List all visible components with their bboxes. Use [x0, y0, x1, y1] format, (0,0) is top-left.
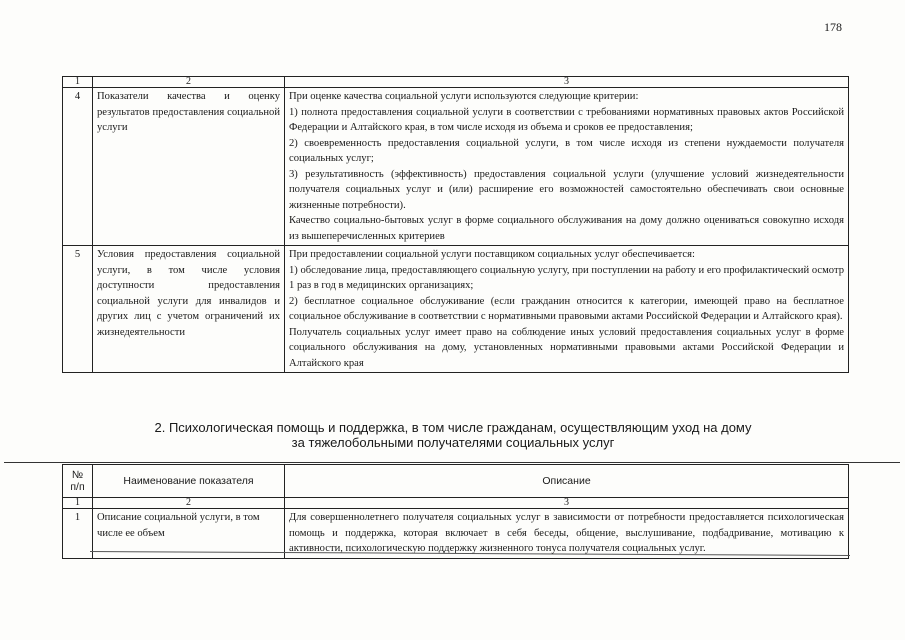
- row-number: 1: [63, 509, 93, 559]
- description-line: При предоставлении социальной услуги поставщиком социальных услуг обеспечивается:: [289, 249, 695, 260]
- header-name: Наименование показателя: [93, 465, 285, 498]
- row-number: 5: [63, 246, 93, 373]
- table-header-row: [63, 465, 849, 498]
- column-number-row: [63, 77, 849, 88]
- description-line: 3) результативность (эффективность) предоставления социальной услуги (улучшение условий жизнедеятельности получателя социальных услуг и (или) расширение его возможностей самостоятельно обеспечивать свои основные жизненные потребности).: [289, 168, 844, 211]
- description-line: 2) своевременность предоставления социальной услуги, в том числе исходя из степени нуждаемости получателя социальных услуг;: [289, 137, 844, 164]
- indicator-description: Для совершеннолетнего получателя социальных услуг в зависимости от потребности предоставляется психологическая помощь и поддержка, которая включает в себя беседы, общение, выслушивание, подбадривание, мотивацию к активности, психологическую поддержку жизненного тонуса получателя социальных услуг.: [285, 509, 849, 559]
- description-line: 2) бесплатное социальное обслуживание (если гражданин относится к категории, имеющей право на бесплатное социальное обслуживание в соответствии с нормативными правовыми актами Российской Федерации и Алтайского края).: [289, 295, 844, 322]
- column-number: 1: [63, 77, 93, 88]
- header-num: № п/п: [63, 465, 93, 498]
- indicator-name: Описание социальной услуги, в том числе ее объем: [93, 509, 285, 559]
- row-number: 4: [63, 88, 93, 246]
- table-row: [63, 88, 849, 246]
- column-number: 3: [285, 498, 849, 509]
- section-title-line: 2. Психологическая помощь и поддержка, в том числе гражданам, осуществляющим уход на дому: [154, 420, 752, 435]
- column-number: 1: [63, 498, 93, 509]
- scan-rule: [4, 462, 900, 463]
- section-title-line: за тяжелобольными получателями социальных услуг: [291, 435, 615, 450]
- page-number: 178: [824, 20, 842, 34]
- column-number-row: [63, 498, 849, 509]
- service-table: [62, 464, 849, 559]
- indicator-description: [285, 88, 849, 246]
- indicator-description: [285, 246, 849, 373]
- description-line: Получатель социальных услуг имеет право на соблюдение иных условий предоставления социальных услуг в форме социального обслуживания на дому, установленных нормативными правовыми актами Российской Федерации и Алтайского края: [289, 326, 844, 369]
- header-description: Описание: [285, 465, 849, 498]
- criteria-table: [62, 76, 849, 373]
- indicator-name: Показатели качества и оценку результатов предоставления социальной услуги: [93, 88, 285, 246]
- description-line: 1) обследование лица, предоставляющего социальную услугу, при поступлении на работу и его профилактический осмотр 1 раз в год в медицинских организациях;: [289, 264, 844, 291]
- column-number: 3: [285, 77, 849, 88]
- description-line: 1) полнота предоставления социальной услуги в соответствии с требованиями нормативных правовых актов Российской Федерации и Алтайского края, в том числе исходя из объема и сроков ее предоставления;: [289, 106, 844, 133]
- description-line: При оценке качества социальной услуги используются следующие критерии:: [289, 91, 639, 102]
- description-line: Качество социально-бытовых услуг в форме социального обслуживания на дому должно оцениваться совокупно исходя из вышеперечисленных критериев: [289, 215, 844, 242]
- column-number: 2: [93, 77, 285, 88]
- indicator-name: Условия предоставления социальной услуги, в том числе условия доступности предоставления социальной услуги для инвалидов и других лиц с учетом ограничений их жизнедеятельности: [93, 246, 285, 373]
- table-row: [63, 246, 849, 373]
- section-title: [60, 420, 846, 450]
- column-number: 2: [93, 498, 285, 509]
